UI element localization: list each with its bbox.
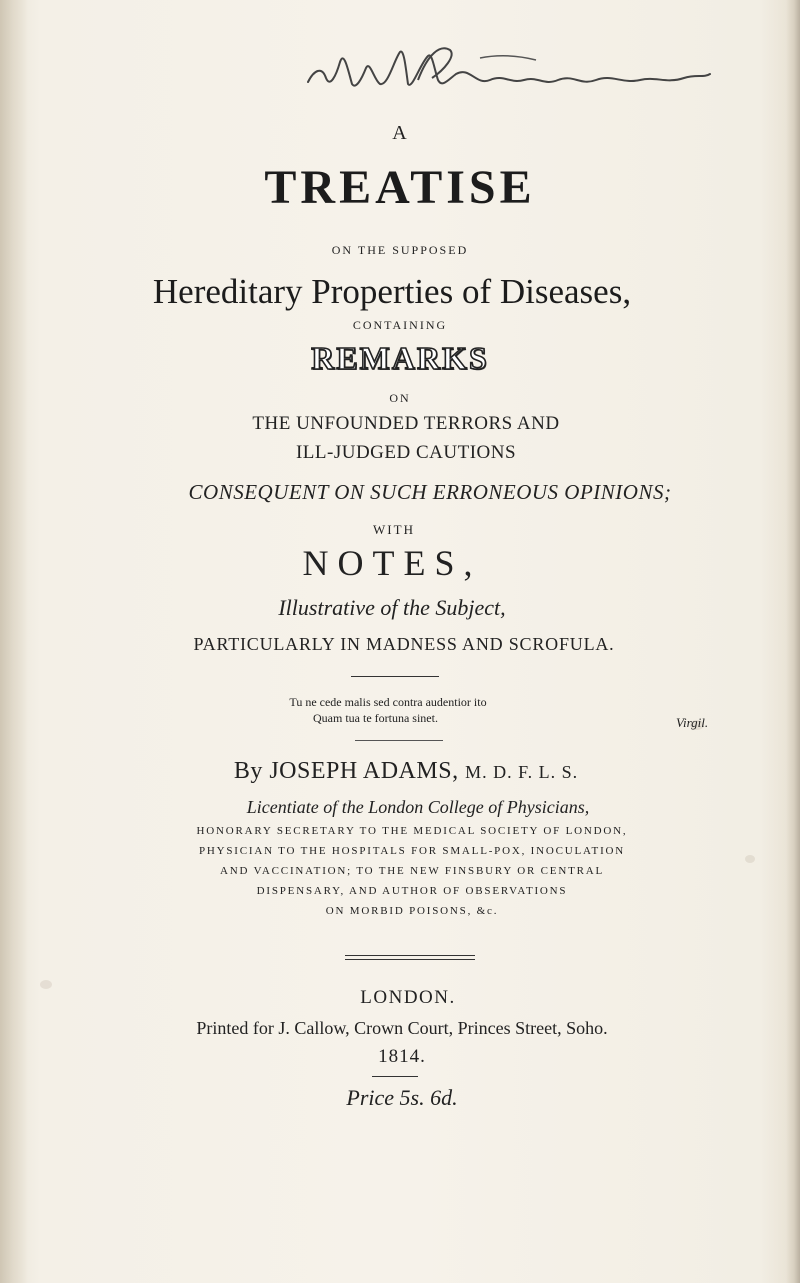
divider-rule <box>351 676 439 677</box>
title-article: A <box>392 122 408 144</box>
title-subject: Hereditary Properties of Diseases, <box>152 272 632 311</box>
divider-rule <box>355 740 443 741</box>
title-main: TREATISE <box>264 161 536 214</box>
handwritten-signature <box>300 40 720 100</box>
author-credentials-2: PHYSICIAN TO THE HOSPITALS FOR SMALL-POX, INOCULATION <box>198 845 626 857</box>
imprint-city: LONDON. <box>360 987 456 1008</box>
epigraph-line2: Quam tua te fortuna sinet. <box>313 711 438 725</box>
title-consequent: CONSEQUENT ON SUCH ERRONEOUS OPINIONS; <box>188 480 672 504</box>
imprint-year: 1814. <box>378 1046 426 1067</box>
author-line <box>6 758 800 785</box>
epigraph-line1: Tu ne cede malis sed contra audentior ito <box>289 695 487 709</box>
title-unfounded-line1: THE UNFOUNDED TERRORS AND <box>252 413 560 434</box>
author-credentials-5: ON MORBID POISONS, &c. <box>325 905 499 917</box>
author-licentiate: Licentiate of the London College of Physicians, <box>246 797 590 817</box>
epigraph-attribution: Virgil. <box>676 715 709 730</box>
title-remarks: REMARKS <box>311 340 489 376</box>
author-credentials-3: AND VACCINATION; TO THE NEW FINSBURY OR CENTRAL <box>220 865 604 877</box>
title-with: WITH <box>373 522 415 537</box>
divider-rule <box>372 1076 418 1077</box>
title-notes: NOTES, <box>302 543 482 583</box>
title-unfounded-line2: ILL-JUDGED CAUTIONS <box>295 442 517 463</box>
imprint-printed-for: Printed for J. Callow, Crown Court, Princes Street, Soho. <box>196 1018 608 1038</box>
author-credentials-4: DISPENSARY, AND AUTHOR OF OBSERVATIONS <box>256 885 568 897</box>
double-rule-bottom <box>345 959 475 960</box>
title-illustrative: Illustrative of the Subject, <box>278 595 506 620</box>
imprint-price: Price 5s. 6d. <box>346 1085 458 1110</box>
author-credentials-1: HONORARY SECRETARY TO THE MEDICAL SOCIETY OF LONDON, <box>196 825 628 837</box>
title-on: ON <box>389 391 411 405</box>
author-name: JOSEPH ADAMS, <box>269 758 459 784</box>
author-by: By <box>233 758 263 784</box>
author-degrees: M. D. F. L. S. <box>465 762 579 782</box>
title-on-the-supposed: ON THE SUPPOSED <box>331 243 469 257</box>
title-particularly: PARTICULARLY IN MADNESS AND SCROFULA. <box>193 634 615 654</box>
title-containing: CONTAINING <box>352 318 448 332</box>
double-rule-top <box>345 955 475 956</box>
